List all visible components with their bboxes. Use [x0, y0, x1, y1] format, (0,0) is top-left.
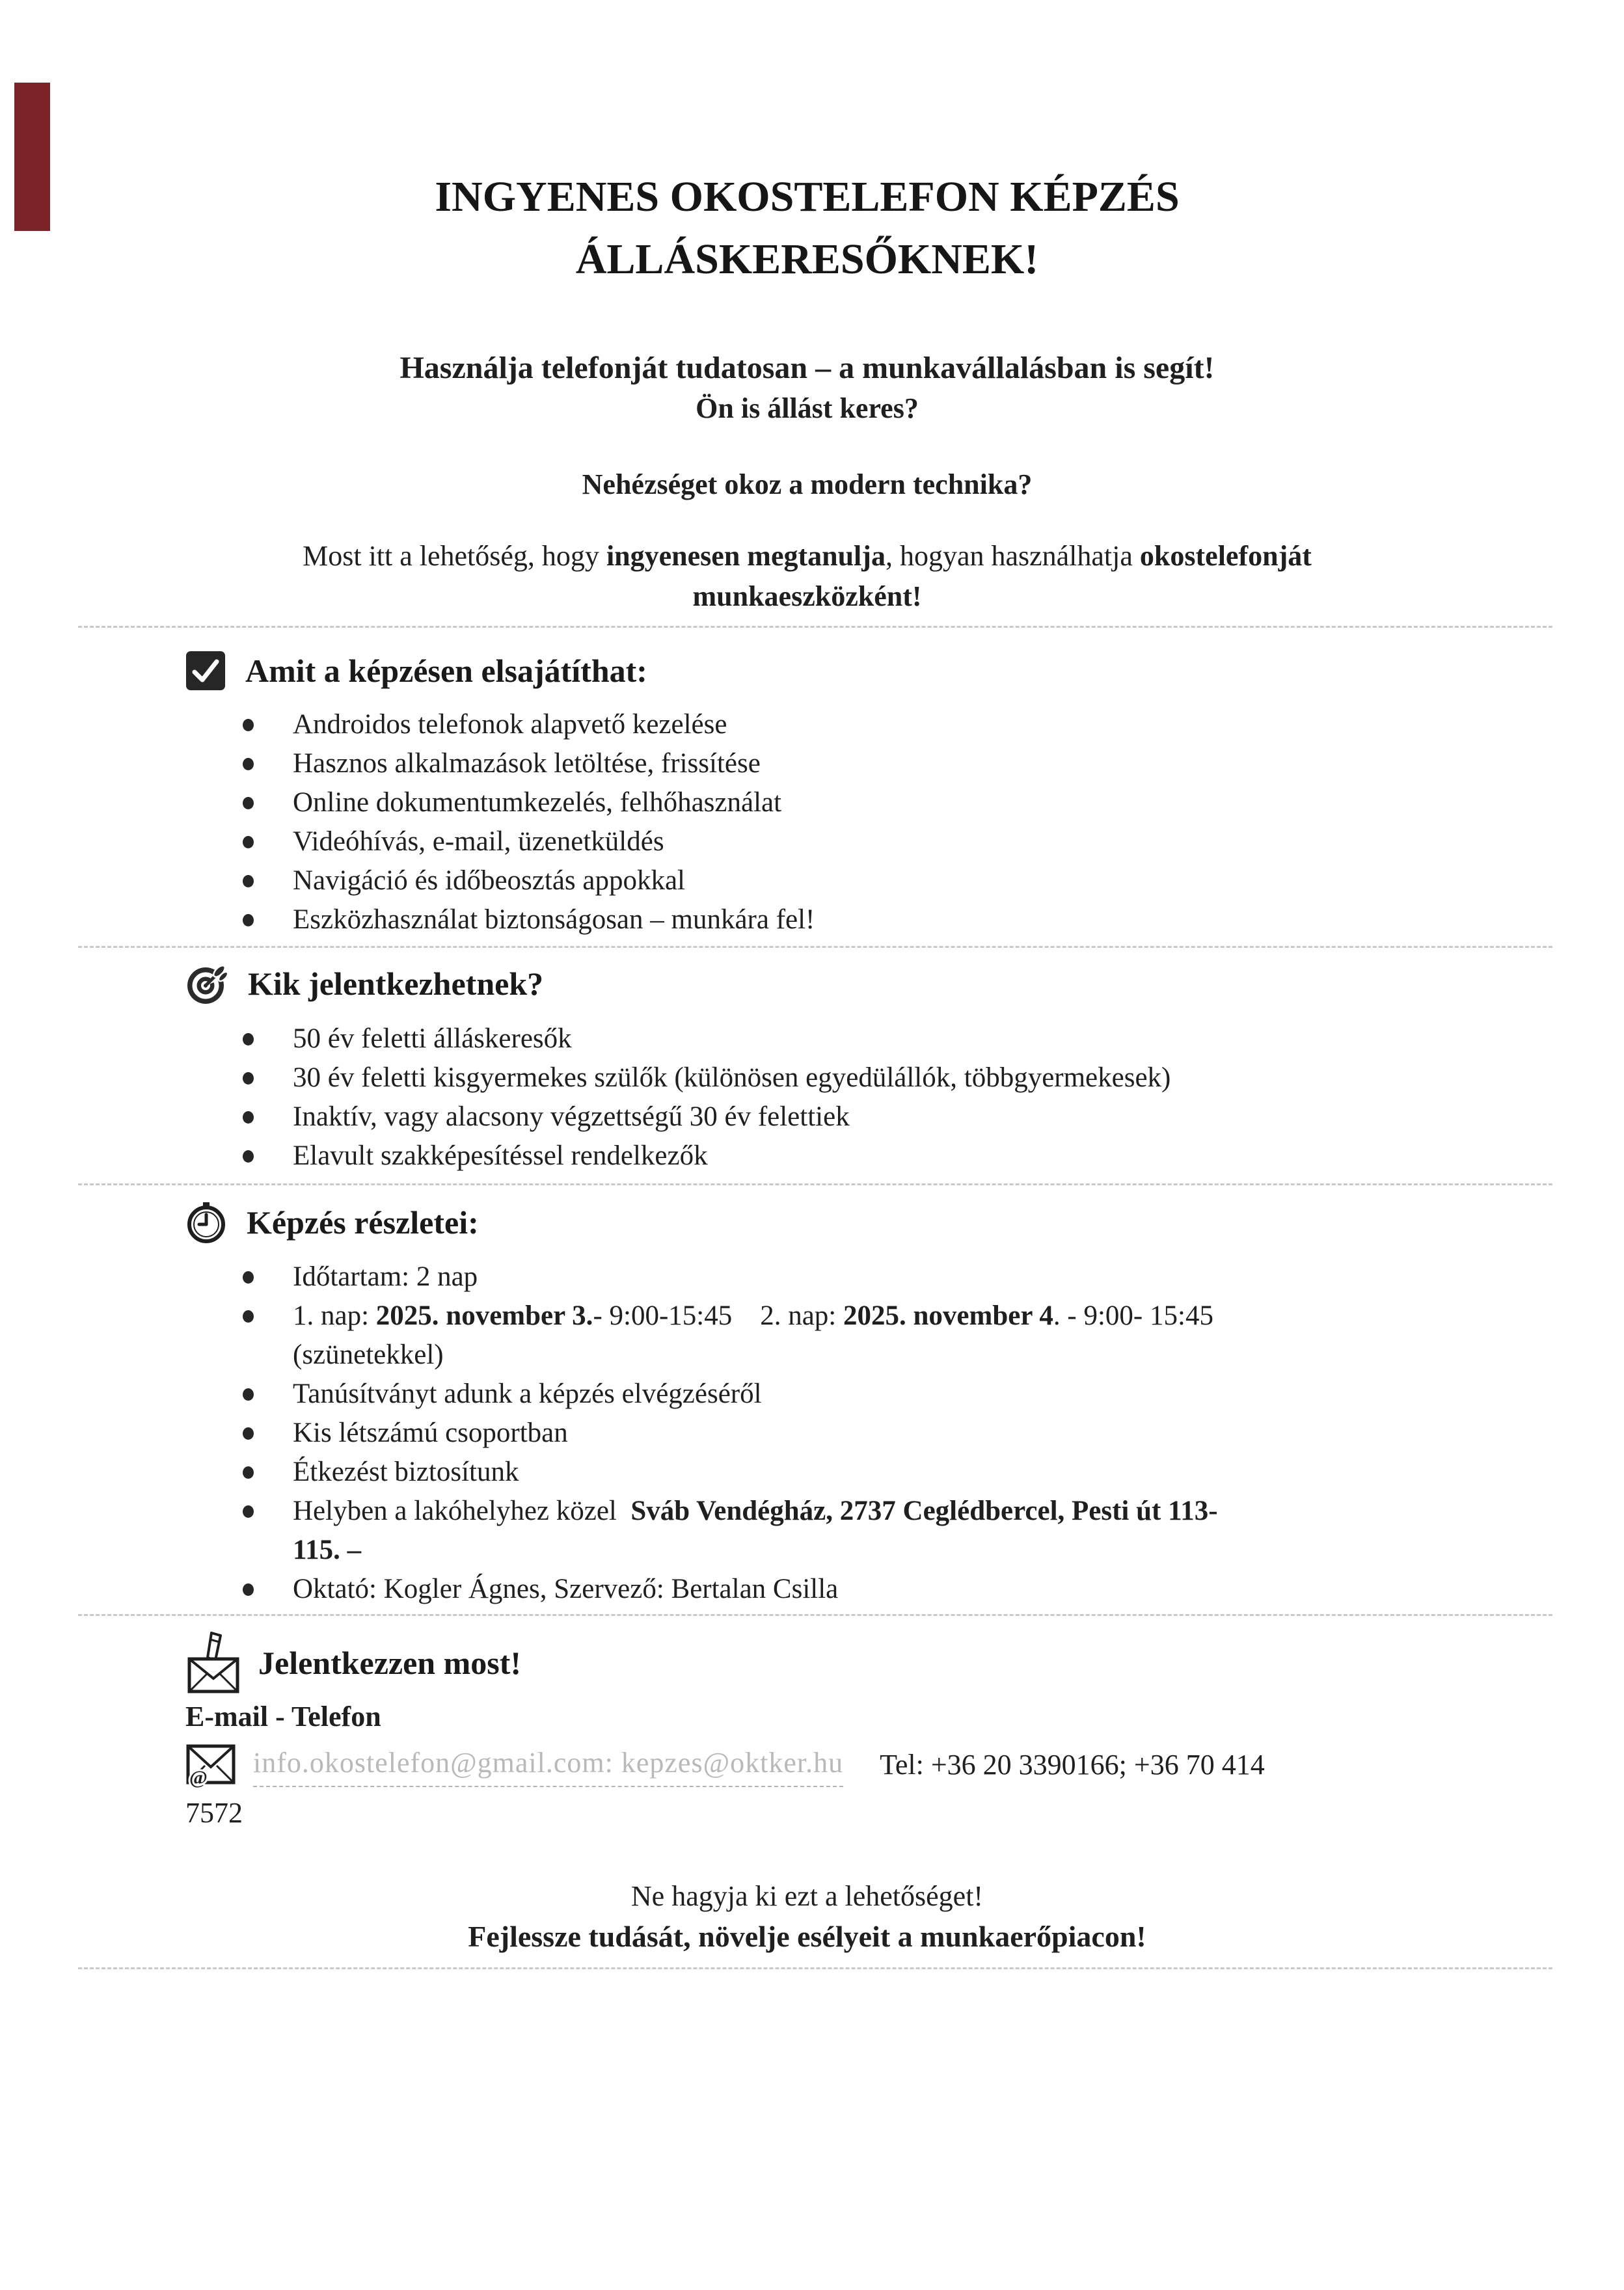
section-details-header	[185, 1202, 1429, 1243]
lead-question: Nehézséget okoz a modern technika?	[582, 468, 1033, 500]
detail-date-1: 2025. november 3.	[375, 1300, 593, 1331]
list-item	[185, 1297, 1429, 1375]
list-item: Tanúsítványt adunk a képzés elvégzéséről	[185, 1375, 1429, 1414]
learn-list	[185, 705, 1429, 939]
list-item: Oktató: Kogler Ágnes, Szervező: Bertalan Csilla	[185, 1570, 1429, 1609]
list-item: Videóhívás, e-mail, üzenetküldés	[185, 822, 1429, 861]
target-dart-icon	[185, 962, 228, 1005]
list-item: Navigáció és időbeosztás appokkal	[185, 861, 1429, 900]
intro-part-bold: okostelefonját munkaeszközként	[692, 540, 1312, 612]
envelope-at-icon	[185, 1741, 236, 1789]
dotted-separator	[78, 1183, 1552, 1185]
apply-header	[185, 1632, 1429, 1694]
subtitle-question: Ön is állást keres?	[696, 392, 919, 424]
intro-part: , hogyan használhatja	[885, 540, 1140, 572]
dotted-separator	[78, 626, 1552, 628]
detail-part: - 9:00-15:45 2. nap:	[593, 1300, 844, 1331]
list-item: 30 év feletti kisgyermekes szülők (különösen egyedülállók, többgyermekesek)	[185, 1058, 1429, 1098]
list-item: Elavult szakképesítéssel rendelkezők	[185, 1137, 1429, 1176]
phone-numbers: Tel: +36 20 3390166; +36 70 414	[880, 1749, 1265, 1781]
detail-part: . - 9:00- 15:45	[1053, 1300, 1213, 1331]
section-details-title: Képzés részletei:	[247, 1204, 479, 1241]
checkbox-check-icon	[185, 651, 226, 691]
list-item: 50 év feletti álláskeresők	[185, 1019, 1429, 1058]
intro-part: Most itt a lehetőség, hogy	[303, 540, 606, 572]
section-learn-header	[185, 651, 1429, 691]
title-line-1: INGYENES OKOSTELEFON KÉPZÉS	[435, 173, 1180, 221]
details-list	[185, 1258, 1429, 1609]
email-link[interactable]: info.okostelefon@gmail.com: kepzes@oktker.hu	[253, 1743, 843, 1787]
list-item: Időtartam: 2 nap	[185, 1258, 1429, 1297]
list-item: Androidos telefonok alapvető kezelése	[185, 705, 1429, 744]
detail-continuation: (szünetekkel)	[293, 1340, 444, 1370]
list-item: Kis létszámú csoportban	[185, 1414, 1429, 1453]
contact-row	[185, 1741, 1429, 1789]
list-item: Eszközhasználat biztonságosan – munkára fel!	[185, 900, 1429, 939]
intro-paragraph	[202, 536, 1413, 617]
who-list	[185, 1019, 1429, 1176]
footer-line-1: Ne hagyja ki ezt a lehetőséget!	[630, 1880, 984, 1912]
flyer-content	[0, 166, 1624, 1969]
svg-text:@: @	[189, 1767, 208, 1788]
detail-venue: Sváb Vendégház, 2737 Ceglédbercel, Pesti út 113-	[630, 1496, 1218, 1526]
detail-part: 1. nap:	[293, 1300, 376, 1331]
dotted-separator	[78, 1967, 1552, 1969]
intro-part-bold: ingyenesen megtanulja	[606, 540, 886, 572]
detail-date-2: 2025. november 4	[843, 1300, 1053, 1331]
section-learn-title: Amit a képzésen elsajátíthat:	[245, 653, 647, 689]
detail-part: Helyben a lakóhelyhez közel	[293, 1496, 631, 1526]
scan-artifact-red-stripe	[14, 83, 50, 231]
subtitle-bold: Használja telefonját tudatosan – a munkavállalásban is segít!	[399, 351, 1215, 385]
phone-number-wrap: 7572	[185, 1797, 243, 1829]
title-line-2: ÁLLÁSKERESŐKNEK!	[575, 236, 1039, 283]
email-telefon-label: E-mail - Telefon	[185, 1701, 381, 1732]
section-who-header	[185, 962, 1429, 1005]
page-title	[185, 166, 1429, 291]
list-item: Hasznos alkalmazások letöltése, frissítése	[185, 744, 1429, 783]
list-item: Inaktív, vagy alacsony végzettségű 30 év felettiek	[185, 1098, 1429, 1137]
list-item	[185, 1492, 1429, 1570]
clock-icon	[185, 1202, 227, 1243]
list-item: Étkezést biztosítunk	[185, 1453, 1429, 1492]
dotted-separator	[78, 946, 1552, 948]
intro-part-bold: !	[912, 580, 922, 612]
detail-continuation: 115. –	[293, 1535, 362, 1565]
list-item: Online dokumentumkezelés, felhőhasználat	[185, 783, 1429, 822]
section-who-title: Kik jelentkezhetnek?	[248, 965, 544, 1002]
dotted-separator	[78, 1614, 1552, 1616]
apply-title: Jelentkezzen most!	[258, 1645, 522, 1681]
footer-line-2: Fejlessze tudását, növelje esélyeit a munkaerőpiacon!	[468, 1920, 1146, 1953]
envelope-pencil-icon	[185, 1632, 241, 1694]
